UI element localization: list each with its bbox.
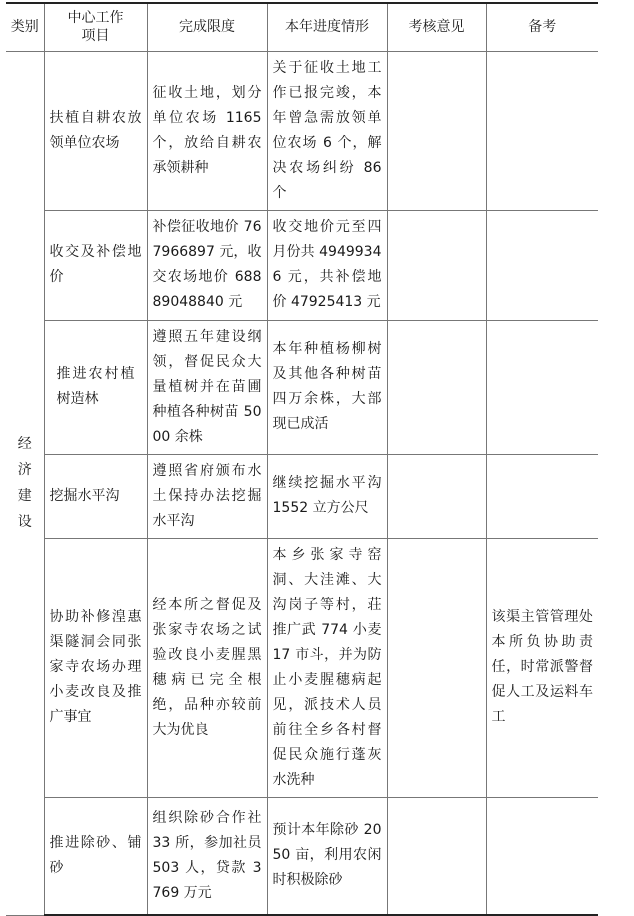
table-row (6, 320, 598, 454)
row-progress: 本年种植杨柳树及其他各种树苗四万余株，大部现已成活 (267, 320, 387, 454)
row-review (387, 51, 486, 210)
category-label: 经济建设 (17, 436, 32, 530)
table-row (6, 210, 598, 320)
row-review (387, 797, 486, 915)
row-completion: 征收土地，划分单位农场 1165 个，放给自耕农承领耕种 (147, 51, 267, 210)
row-remark (486, 454, 598, 538)
row-remark (486, 51, 598, 210)
row-item: 协助补修湟惠渠隧洞会同张家寺农场办理小麦改良及推广事宜 (44, 538, 147, 797)
row-review (387, 454, 486, 538)
economic-work-table (6, 2, 598, 916)
row-review (387, 320, 486, 454)
row-progress: 收交地价元至四月份共 49499346 元，共补偿地价 47925413 元 (267, 210, 387, 320)
row-progress: 继续挖掘水平沟 1552 立方公尺 (267, 454, 387, 538)
row-remark: 该渠主管管理处本所负协助责任，时常派警督促人工及运料车工 (486, 538, 598, 797)
row-completion: 补偿征收地价 767966897 元，收交农场地价 68889048840 元 (147, 210, 267, 320)
table-header-row (6, 3, 598, 51)
row-review (387, 538, 486, 797)
row-completion: 遵照五年建设纲领，督促民众大量植树并在苗圃种植各种树苗 5000 余株 (147, 320, 267, 454)
row-remark (486, 320, 598, 454)
header-completion-degree: 完成限度 (147, 3, 267, 51)
row-item: 推进除砂、铺砂 (44, 797, 147, 915)
header-review-opinion: 考核意见 (387, 3, 486, 51)
table-row (6, 797, 598, 915)
row-progress: 关于征收土地工作已报完竣，本年曾急需放领单位农场 6 个，解决农场纠纷 86 个 (267, 51, 387, 210)
header-remarks: 备考 (486, 3, 598, 51)
header-category: 类别 (6, 3, 44, 51)
row-item: 收交及补偿地价 (44, 210, 147, 320)
row-item: 推进农村植树造林 (44, 320, 147, 454)
header-center-work-item: 中心工作项目 (44, 3, 147, 51)
row-completion: 遵照省府颁布水土保持办法挖掘水平沟 (147, 454, 267, 538)
row-remark (486, 797, 598, 915)
row-item: 挖掘水平沟 (44, 454, 147, 538)
table-row (6, 51, 598, 210)
row-completion: 经本所之督促及张家寺农场之试验改良小麦腥黑穗病已完全根绝，品种亦较前大为优良 (147, 538, 267, 797)
row-progress: 本乡张家寺窑洞、大洼滩、大沟岗子等村，荘推广武 774 小麦 17 市斗，并为防止小麦腥穗病起见，派技术人员前往全乡各村督促民众施行蓬灰水洗种 (267, 538, 387, 797)
table-row (6, 454, 598, 538)
row-item: 扶植自耕农放领单位农场 (44, 51, 147, 210)
category-cell (6, 51, 44, 915)
row-remark (486, 210, 598, 320)
row-progress: 预计本年除砂 2050 亩，利用农闲时积极除砂 (267, 797, 387, 915)
header-annual-progress: 本年进度情形 (267, 3, 387, 51)
row-completion: 组织除砂合作社 33 所，参加社员 503 人，贷款 3769 万元 (147, 797, 267, 915)
table-row (6, 538, 598, 797)
row-review (387, 210, 486, 320)
